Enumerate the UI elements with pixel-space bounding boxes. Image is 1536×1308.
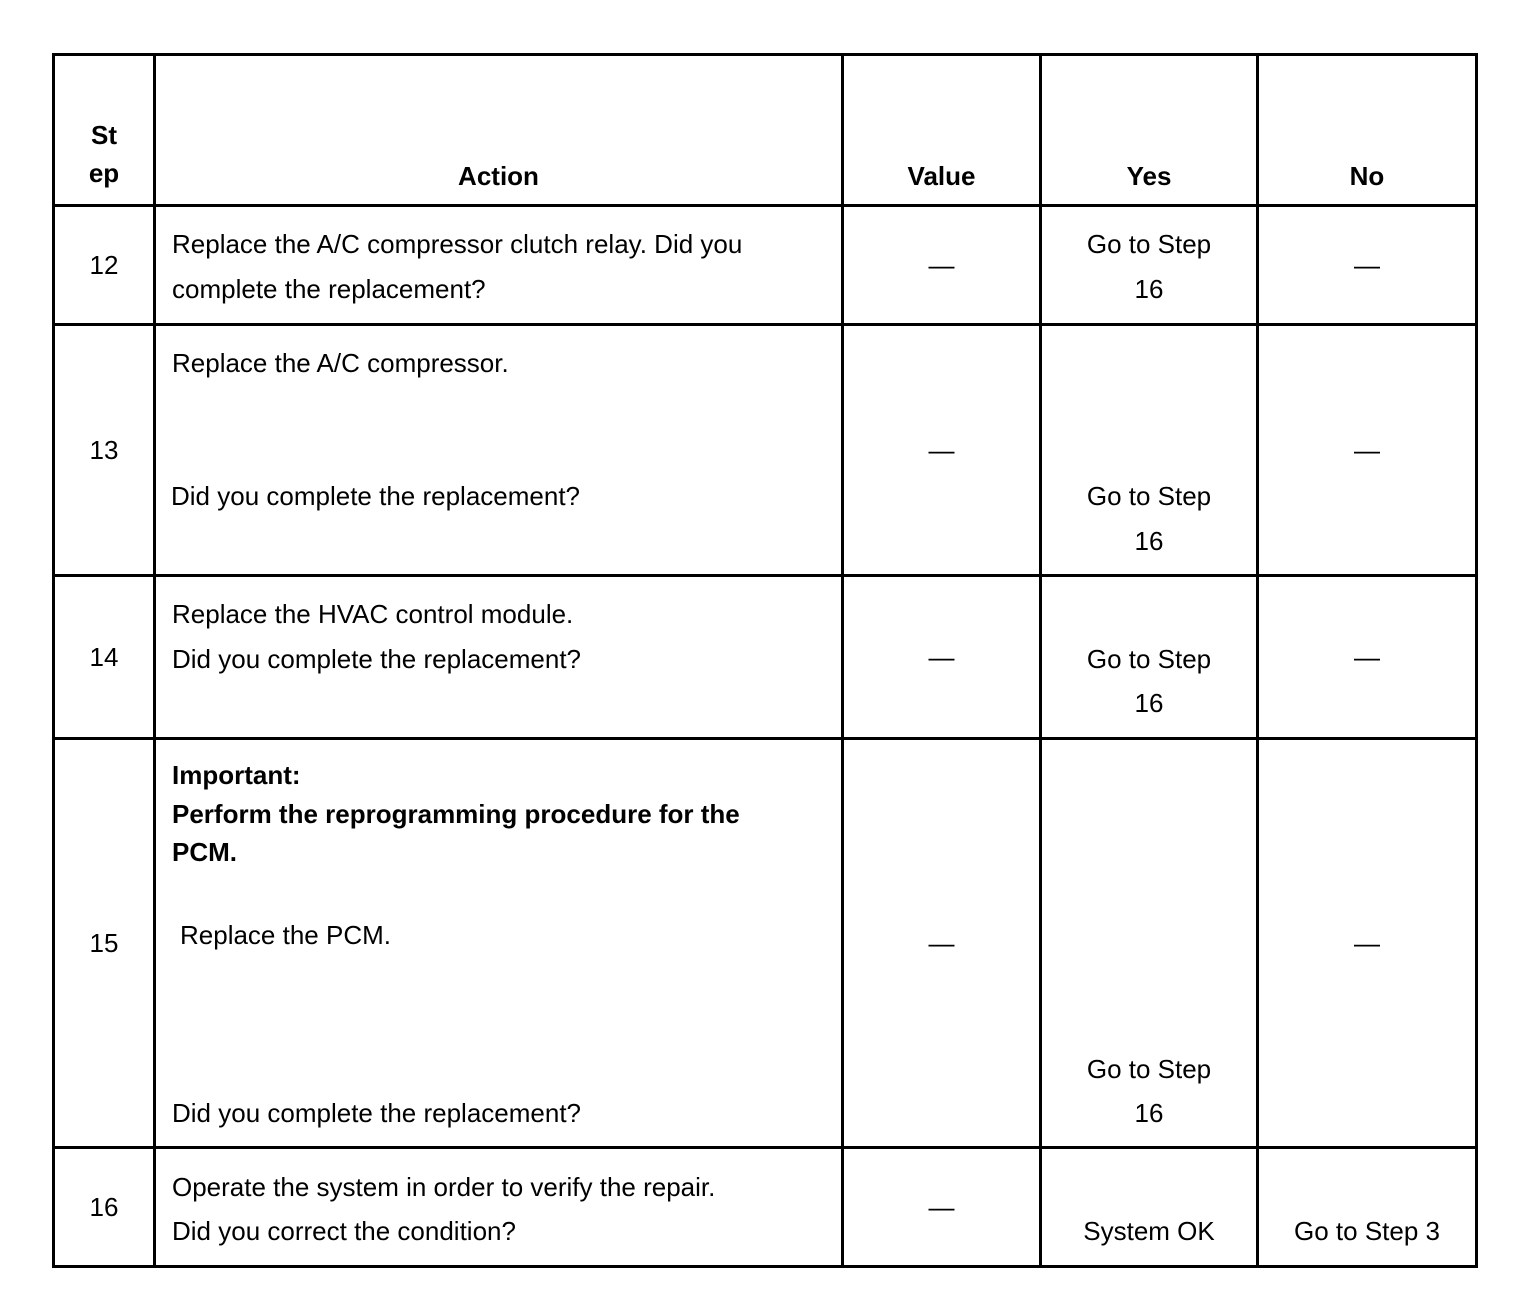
yes-text: Go to Step [1086,1054,1212,1084]
step-number: 15 [54,739,155,1148]
yes-text: 16 [1134,1098,1164,1128]
no-text: Go to Step 3 [1294,1216,1440,1246]
value-cell: — [843,739,1041,1148]
no-cell: — [1258,206,1477,325]
action-cell [155,206,843,325]
table-row [54,1148,1477,1267]
action-cell [155,739,843,1148]
important-text: Perform the reprogramming procedure for the [172,799,740,829]
table-row [54,576,1477,739]
action-text: Operate the system in order to verify the repair. [172,1172,716,1202]
header-action: Action [155,55,843,206]
action-text: complete the replacement? [172,274,486,304]
action-text: Did you complete the replacement? [171,481,581,511]
action-text: Did you complete the replacement? [172,1098,582,1128]
important-text: PCM. [172,837,237,867]
action-text: Replace the HVAC control module. [172,599,574,629]
action-text: Did you complete the replacement? [172,644,582,674]
header-step-line1: St [91,120,117,150]
action-text: Replace the A/C compressor. [172,348,509,378]
no-cell: — [1258,739,1477,1148]
yes-cell [1041,739,1258,1148]
yes-cell [1041,576,1258,739]
table-row [54,739,1477,1148]
step-number: 14 [54,576,155,739]
yes-cell [1041,325,1258,576]
yes-cell [1041,206,1258,325]
yes-text: Go to Step [1086,229,1212,259]
header-no: No [1258,55,1477,206]
important-label: Important: [172,760,301,790]
step-number: 13 [54,325,155,576]
yes-text: System OK [1083,1216,1215,1246]
action-cell [155,576,843,739]
no-cell: — [1258,576,1477,739]
diagnostic-table [52,53,1478,1268]
action-text: Replace the A/C compressor clutch relay. Did you [172,229,743,259]
yes-cell [1041,1148,1258,1267]
step-number: 16 [54,1148,155,1267]
header-yes: Yes [1041,55,1258,206]
header-value: Value [843,55,1041,206]
no-cell [1258,1148,1477,1267]
yes-text: Go to Step [1086,644,1212,674]
header-step-line2: ep [88,158,120,188]
no-cell: — [1258,325,1477,576]
value-cell: — [843,206,1041,325]
action-text: Did you correct the condition? [172,1216,516,1246]
step-number: 12 [54,206,155,325]
yes-text: 16 [1134,274,1164,304]
value-cell: — [843,1148,1041,1267]
yes-text: Go to Step [1086,481,1212,511]
header-step [54,55,155,206]
value-cell: — [843,325,1041,576]
table-row [54,206,1477,325]
action-cell [155,325,843,576]
action-text: Replace the PCM. [180,920,391,950]
header-row [54,55,1477,206]
action-cell [155,1148,843,1267]
yes-text: 16 [1134,688,1164,718]
yes-text: 16 [1134,526,1164,556]
table-row [54,325,1477,576]
value-cell: — [843,576,1041,739]
